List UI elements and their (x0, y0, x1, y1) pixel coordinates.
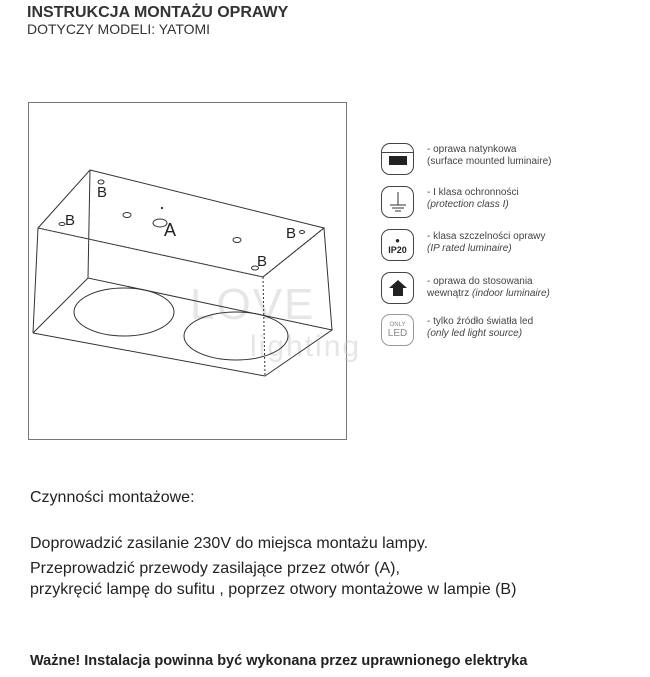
instruction-line: Doprowadzić zasilanie 230V do miejsca montażu lampy. (30, 535, 429, 552)
ground-icon (381, 186, 414, 218)
label-b: B (286, 225, 297, 242)
label-b: B (97, 184, 108, 201)
ip20-icon: ● IP20 (381, 229, 414, 261)
page-title: INSTRUKCJA MONTAŻU OPRAWY (27, 4, 289, 21)
instruction-line: przykręcić lampę do sufitu , poprzez otwory montażowe w lampie (B) (30, 581, 517, 598)
light-opening (184, 312, 288, 360)
light-opening (74, 288, 174, 336)
only-led-icon: ONLY LED (381, 314, 414, 346)
top-face (38, 170, 324, 277)
label-a: A (164, 220, 177, 240)
instructions-heading: Czynności montażowe: (30, 489, 195, 506)
label-b: B (65, 212, 76, 229)
legend-pl: - oprawa natynkowa (427, 144, 517, 155)
indoor-house-icon (381, 272, 414, 304)
warning-text: Ważne! Instalacja powinna być wykonana przez uprawnionego elektryka (30, 653, 528, 669)
page-subtitle: DOTYCZY MODELI: YATOMI (27, 21, 211, 37)
surface-mounted-icon (381, 143, 414, 175)
legend-en: (surface mounted luminaire) (427, 156, 552, 167)
instruction-line: Przeprowadzić przewody zasilające przez otwór (A), (30, 560, 400, 577)
label-b: B (257, 253, 268, 270)
watermark-logo: LOVE lighting (190, 280, 362, 363)
